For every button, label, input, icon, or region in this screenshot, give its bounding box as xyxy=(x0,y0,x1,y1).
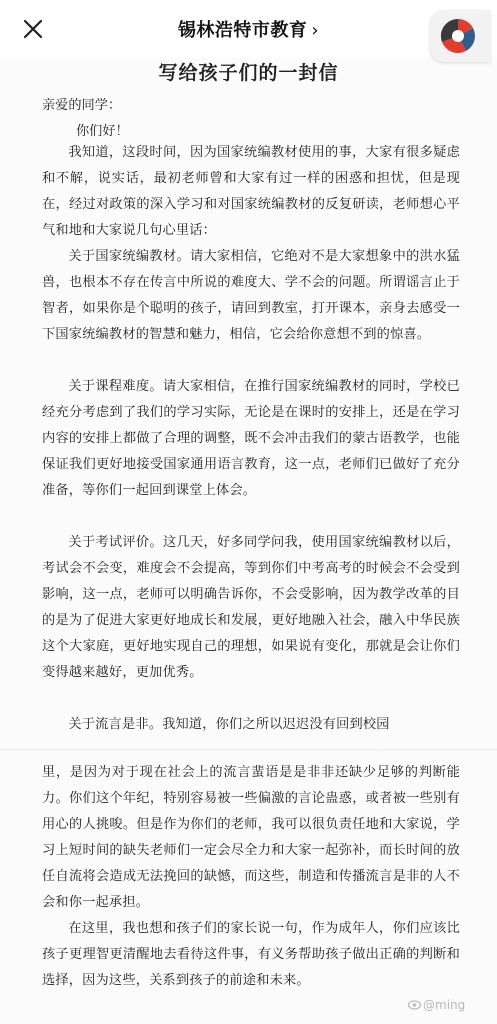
paragraph-difficulty: 关于课程难度。请大家相信，在推行国家统编教材的同时，学校已经充分考虑到了我们的学习实际，无论是在课时的安排上，还是在学习内容的安排上都做了合理的调整，既不会冲击我们的蒙古语教学，也能保证我们更好地接受国家通用语言教育，这一点，老师们已做好了充分准备，等你们一起回到课堂上体会。 xyxy=(42,379,460,498)
letter-hello: 你们好！ xyxy=(76,124,129,139)
top-nav-bar xyxy=(0,0,497,58)
watermark-text: @ming xyxy=(423,998,466,1012)
letter-title: 写给孩子们的一封信 xyxy=(158,62,339,84)
app-logo-button[interactable] xyxy=(430,10,490,62)
letter-greeting: 亲爱的同学： xyxy=(42,98,122,113)
account-title: 锡林浩特市教育 xyxy=(177,20,308,41)
screenshot-seam xyxy=(0,748,497,751)
paragraph-rumors-start: 关于流言是非。我知道，你们之所以迟迟没有回到校园 xyxy=(68,717,390,732)
paragraph-textbooks: 关于国家统编教材。请大家相信，它绝对不是大家想象中的洪水猛兽，也根本不存在传言中所说的难度大、学不会的问题。所谓谣言止于智者，如果你是个聪明的孩子，请回到教室，打开课本，亲身去感受一下国家统编教材的智慧和魅力，相信，它会给你意想不到的惊喜。 xyxy=(42,249,460,342)
chevron-right-icon: › xyxy=(311,20,320,41)
account-title-link[interactable] xyxy=(0,16,497,42)
paragraph-intro: 我知道，这段时间，因为国家统编教材使用的事，大家有很多疑虑和不解，说实话，最初老师曾和大家有过一样的困惑和担忧，但是现在，经过对政策的深入学习和对国家统编教材的反复研读，老师想心平气和地和大家说几句心里话： xyxy=(42,145,460,238)
weibo-icon xyxy=(408,1000,421,1010)
weibo-watermark xyxy=(408,998,465,1012)
paragraph-exams: 关于考试评价。这几天，好多同学问我，使用国家统编教材以后，考试会不会变，难度会不会提高，等到你们中考高考的时候会不会受到影响，这一点，老师可以明确告诉你，不会受影响，因为教学改革的目的是为了促进大家更好地成长和发展，更好地融入社会，融入中华民族这个大家庭，更好地实现自己的理想，如果说有变化，那就是会让你们变得越来越好，更加优秀。 xyxy=(42,535,460,680)
app-logo-icon xyxy=(430,10,490,62)
paragraph-rumors-continued: 里，是因为对于现在社会上的流言蜚语是是非非还缺少足够的判断能力。你们这个年纪，特别容易被一些偏激的言论蛊惑，或者被一些别有用心的人挑唆。但是作为你们的老师，我可以很负责任地和大家说，学习上短时间的缺失老师们一定会尽全力和大家一起弥补，而长时间的放任自流将会造成无法挽回的缺憾，而这些，制造和传播流言是非的人不会和你一起承担。 xyxy=(42,765,460,910)
paragraph-parents: 在这里，我也想和孩子们的家长说一句，作为成年人，你们应该比孩子更理智更清醒地去看待这件事，有义务帮助孩子做出正确的判断和选择，因为这些，关系到孩子的前途和未来。 xyxy=(42,921,460,988)
